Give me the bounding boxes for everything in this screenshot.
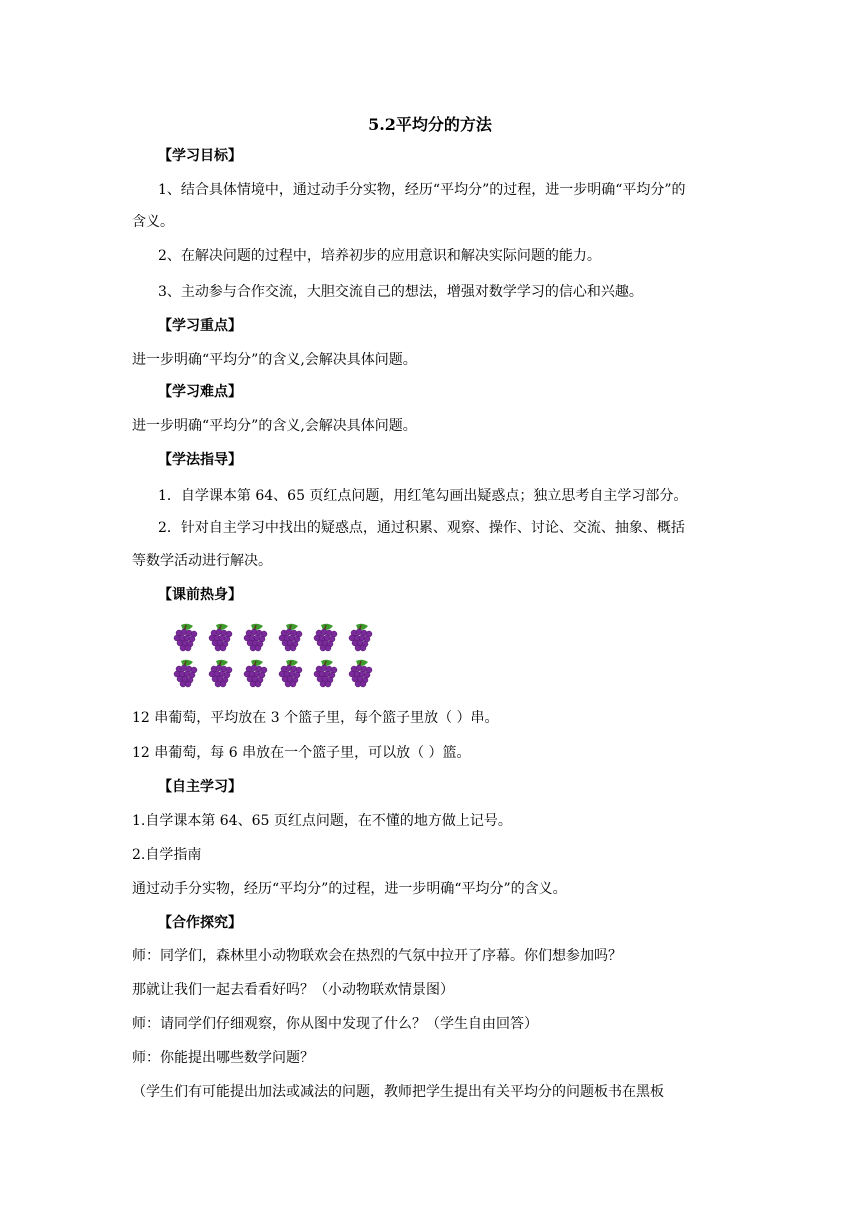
grape-icon xyxy=(346,622,376,652)
page-title: 5.2平均分的方法 xyxy=(368,115,492,134)
grape-icon xyxy=(171,622,201,652)
grapes-image xyxy=(165,618,387,694)
grape-icon xyxy=(241,622,271,652)
key-text: 进一步明确“平均分”的含义,会解决具体问题。 xyxy=(132,352,417,368)
method-2-line-1: 2．针对自主学习中找出的疑惑点，通过积累、观察、操作、讨论、交流、抽象、概括 xyxy=(158,520,685,536)
cooperation-heading: 【合作探究】 xyxy=(158,915,242,931)
self-study-2: 2.自学指南 xyxy=(132,847,202,863)
goal-2: 2、在解决问题的过程中，培养初步的应用意识和解决实际问题的能力。 xyxy=(158,248,601,264)
goal-1-line-2: 含义。 xyxy=(132,214,174,230)
warmup-heading: 【课前热身】 xyxy=(158,587,242,603)
cooperation-3: 师：请同学们仔细观察，你从图中发现了什么？（学生自由回答） xyxy=(132,1016,538,1032)
warmup-question-2: 12 串葡萄，每 6 串放在一个篮子里，可以放（ ）篮。 xyxy=(132,745,471,761)
self-study-3: 通过动手分实物，经历“平均分”的过程，进一步明确“平均分”的含义。 xyxy=(132,881,567,897)
method-heading: 【学法指导】 xyxy=(158,452,242,468)
cooperation-2: 那就让我们一起去看看好吗？（小动物联欢情景图） xyxy=(132,982,454,998)
goals-heading: 【学习目标】 xyxy=(158,148,242,164)
goal-1-line-1: 1、结合具体情境中，通过动手分实物，经历“平均分”的过程，进一步明确“平均分”的 xyxy=(158,182,686,198)
key-heading: 【学习重点】 xyxy=(158,318,242,334)
cooperation-5: （学生们有可能提出加法或减法的问题，教师把学生提出有关平均分的问题板书在黑板 xyxy=(132,1084,664,1100)
cooperation-1: 师：同学们，森林里小动物联欢会在热烈的气氛中拉开了序幕。你们想参加吗？ xyxy=(132,948,622,964)
grape-icon xyxy=(311,658,341,688)
warmup-question-1: 12 串葡萄，平均放在 3 个篮子里，每个篮子里放（ ）串。 xyxy=(132,710,499,726)
grape-icon xyxy=(276,622,306,652)
method-1: 1．自学课本第 64、65 页红点问题，用红笔勾画出疑惑点；独立思考自主学习部分。 xyxy=(158,488,688,504)
difficult-text: 进一步明确“平均分”的含义,会解决具体问题。 xyxy=(132,418,417,434)
cooperation-4: 师：你能提出哪些数学问题？ xyxy=(132,1050,314,1066)
grape-icon xyxy=(206,622,236,652)
self-study-1: 1.自学课本第 64、65 页红点问题，在不懂的地方做上记号。 xyxy=(132,813,512,829)
self-study-heading: 【自主学习】 xyxy=(158,779,242,795)
grape-icon xyxy=(311,622,341,652)
grape-icon xyxy=(241,658,271,688)
grape-icon xyxy=(171,658,201,688)
grape-icon xyxy=(206,658,236,688)
difficult-heading: 【学习难点】 xyxy=(158,384,242,400)
method-2-line-2: 等数学活动进行解决。 xyxy=(132,553,272,569)
grape-icon xyxy=(276,658,306,688)
goal-3: 3、主动参与合作交流，大胆交流自己的想法，增强对数学学习的信心和兴趣。 xyxy=(158,284,643,300)
grape-icon xyxy=(346,658,376,688)
